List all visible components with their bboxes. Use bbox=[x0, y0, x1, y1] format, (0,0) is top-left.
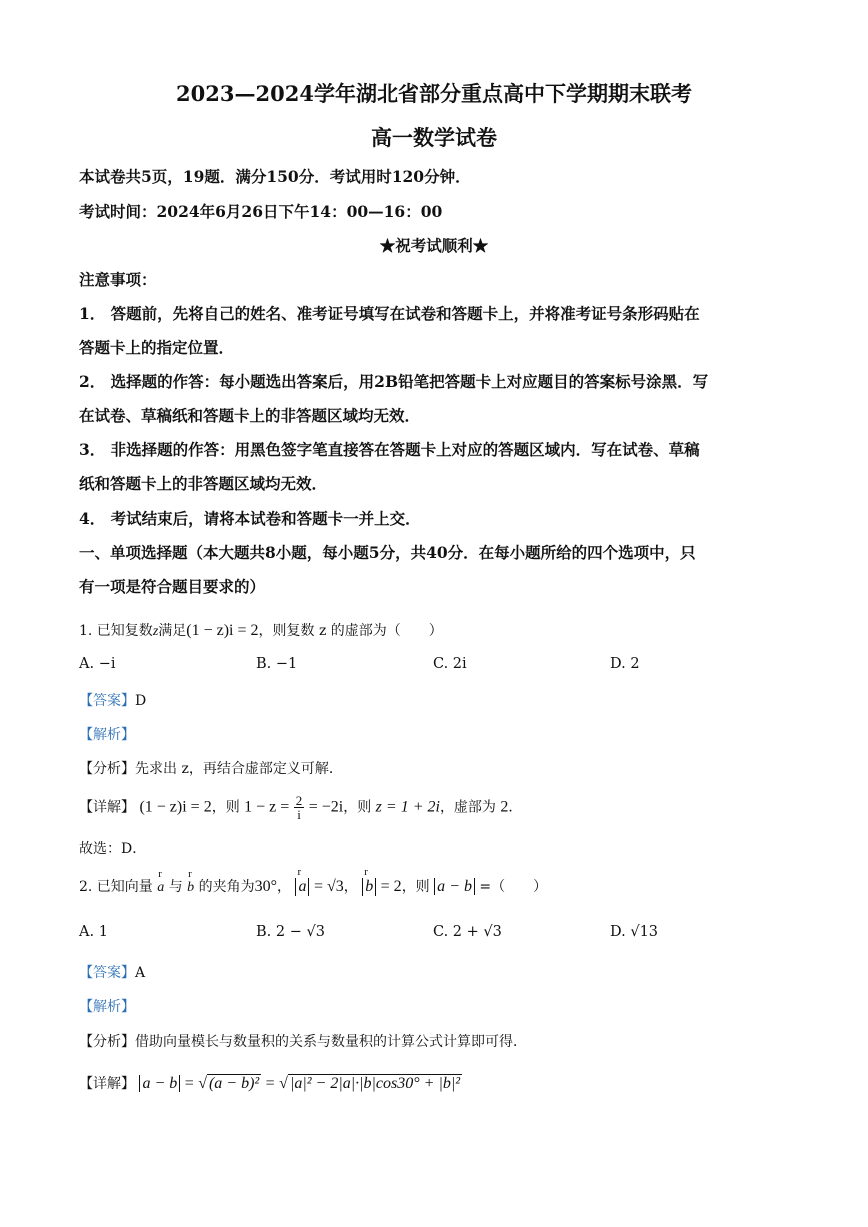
q1-option-c: C. 2i bbox=[433, 656, 467, 672]
wish-line: ★祝考试顺利★ bbox=[379, 236, 489, 255]
q2-analysis bbox=[79, 996, 798, 1016]
q2-detail-eq2: |a|² − 2|a|·|b|cos30° + |b|² bbox=[289, 1075, 461, 1092]
q2-stem-and: 与 bbox=[168, 879, 183, 895]
q1-fenxi-tag: 【分析】 bbox=[79, 761, 135, 777]
q1-detail-c: 1 − z = bbox=[244, 798, 290, 816]
q2-option-b: B. 2 − √3 bbox=[256, 924, 325, 940]
notice-item-1-line-2: 答题卡上的指定位置． bbox=[79, 338, 235, 357]
q2-stem-mod-b-val: = 2 bbox=[380, 878, 402, 895]
q2-stem-angle-text: 的夹角为 bbox=[198, 879, 255, 895]
info-line-2: 考试时间：2024年6月26日下午14：00—16：00 bbox=[79, 202, 443, 221]
q2-option-a: A. 1 bbox=[79, 924, 108, 940]
section-1-line-2: 有一项是符合题目要求的） bbox=[79, 577, 266, 596]
exam-title: 2023—2024学年湖北省部分重点高中下学期期末联考 bbox=[176, 81, 692, 106]
q1-detail-f: z = 1 + 2i bbox=[375, 798, 440, 816]
q1-option-d: D. 2 bbox=[610, 656, 640, 672]
q1-analysis bbox=[79, 724, 798, 744]
q1-analysis-tag: 【解析】 bbox=[79, 727, 135, 743]
q1-choose: 故选：D． bbox=[79, 841, 147, 857]
q2-option-d: D. √13 bbox=[610, 924, 659, 940]
q2-stem-prefix: 2. 已知向量 bbox=[79, 879, 153, 895]
q2-stem-end: =（ ） bbox=[479, 879, 548, 895]
q1-detail-frac-num: 2 bbox=[295, 793, 303, 808]
q1-stem-formula: (1 − z)i = 2 bbox=[186, 622, 259, 639]
q2-stem-then: ，则 bbox=[401, 879, 430, 895]
q2-detail-tag: 【详解】 bbox=[79, 1076, 135, 1092]
q2-stem-mod-a-val: = √3 bbox=[313, 878, 344, 895]
q2-option-c: C. 2 + √3 bbox=[433, 924, 502, 940]
q1-detail-g: ，虚部为 bbox=[439, 799, 496, 816]
notice-item-3-line-2: 纸和答题卡上的非答题区域均无效． bbox=[79, 474, 328, 493]
q1-detail-fraction bbox=[294, 794, 305, 821]
q1-fenxi bbox=[79, 758, 798, 778]
q1-detail-b: ，则 bbox=[211, 799, 240, 816]
q2-stem-angle: 30° bbox=[254, 878, 278, 895]
q2-stem-mod-a: r a bbox=[295, 878, 309, 896]
notice-heading: 注意事项： bbox=[79, 270, 157, 289]
q2-fenxi bbox=[79, 1031, 798, 1051]
notice-item-1-line-1: 1． 答题前，先将自己的姓名、准考证号填写在试卷和答题卡上，并将准考证号条形码贴在 bbox=[79, 304, 700, 323]
q1-stem-prefix: 1. 已知复数 bbox=[79, 623, 153, 639]
info-line-1: 本试卷共5页，19题．满分150分．考试用时120分钟． bbox=[79, 167, 471, 186]
q1-option-b: B. −1 bbox=[256, 656, 298, 672]
q2-answer-value: A bbox=[135, 965, 146, 981]
q1-detail-a: (1 − z)i = 2 bbox=[139, 798, 212, 816]
q1-fenxi-text: 先求出 z，再结合虚部定义可解． bbox=[135, 761, 343, 777]
section-1-line-1: 一、单项选择题（本大题共8小题，每小题5分，共40分．在每小题所给的四个选项中，只 bbox=[79, 543, 696, 562]
q1-option-a: A. −i bbox=[79, 656, 116, 672]
notice-item-2-line-1: 2． 选择题的作答：每小题选出答案后，用2B铅笔把答题卡上对应题目的答案标号涂黑．写 bbox=[79, 372, 709, 391]
q1-stem bbox=[79, 620, 798, 640]
q1-stem-mid: 满足 bbox=[158, 623, 187, 639]
q2-stem: 2. 已知向量 r a 与 r b 的夹角为30°， r a = √3， r b = 2，则 a − b =（ ） bbox=[79, 876, 798, 896]
q1-detail bbox=[79, 794, 798, 821]
q1-detail-h: 2 bbox=[500, 798, 509, 816]
q1-answer-tag: 【答案】 bbox=[79, 693, 135, 709]
q1-detail-frac-den: i bbox=[297, 807, 301, 822]
q2-stem-query: a − b bbox=[434, 878, 475, 895]
q1-detail-tag: 【详解】 bbox=[79, 799, 135, 816]
q1-detail-i: ． bbox=[508, 799, 523, 816]
q1-stem-suffix: ，则复数 z 的虚部为（ ） bbox=[258, 623, 443, 639]
q2-stem-mod-b: r b bbox=[362, 878, 376, 896]
q2-fenxi-tag: 【分析】 bbox=[79, 1034, 135, 1050]
notice-item-3-line-1: 3． 非选择题的作答：用黑色签字笔直接答在答题卡上对应的答题区域内．写在试卷、草稿 bbox=[79, 440, 700, 459]
q2-stem-vec-a: r a bbox=[157, 880, 164, 896]
q1-answer bbox=[79, 690, 798, 710]
q1-stem-var: z bbox=[152, 624, 159, 639]
q2-stem-vec-b: r b bbox=[187, 880, 194, 896]
exam-subtitle: 高一数学试卷 bbox=[371, 125, 497, 150]
q2-answer bbox=[79, 962, 798, 982]
notice-item-4: 4． 考试结束后，请将本试卷和答题卡一并上交． bbox=[79, 509, 421, 528]
notice-item-2-line-2: 在试卷、草稿纸和答题卡上的非答题区域均无效． bbox=[79, 406, 421, 425]
q2-detail-lhs: a − b bbox=[139, 1075, 180, 1092]
q2-detail-eq1: (a − b)² bbox=[208, 1075, 260, 1092]
q1-detail-e: ，则 bbox=[343, 799, 372, 816]
q2-answer-tag: 【答案】 bbox=[79, 965, 135, 981]
q2-detail: 【详解】 a − b = √ (a − b)² = √ |a|² − 2|a|·|b|cos30° + |b|² bbox=[79, 1075, 461, 1092]
q2-analysis-tag: 【解析】 bbox=[79, 999, 135, 1015]
q1-answer-value: D bbox=[135, 693, 147, 709]
q2-fenxi-text: 借助向量模长与数量积的关系与数量积的计算公式计算即可得． bbox=[135, 1034, 527, 1050]
q1-detail-d: = −2i bbox=[308, 798, 344, 816]
